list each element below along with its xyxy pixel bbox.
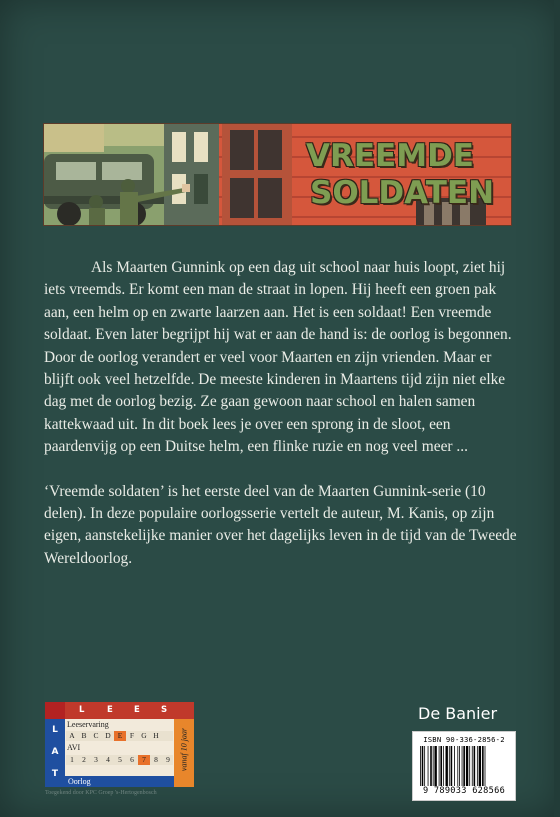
publisher-name: De Banier [418,704,498,723]
avi-scale [66,755,173,765]
lat-top-letter: S [161,705,168,715]
title-line-2: SOLDATEN [310,175,495,211]
scale-cell: C [93,731,99,740]
age-label: vanaf 10 jaar [179,727,189,772]
scale-cell: B [81,731,87,740]
lat-corner-block [45,702,65,719]
leeservaring-scale [66,731,173,741]
blurb-paragraph-2: Door de oorlog verandert er veel voor Maarten en zijn vrienden. Maar er blijft ook veel hetzelfde. De meeste kinderen in Maartens tijd zijn niet elke dag met de oorlog bezig. Ze gaan gewoon naar school en halen samen kattekwaad uit. In dit boek lees je over een sprong in de sloot, een paardenvijg op een Duitse helm, een flinke ruzie en nog veel meer ... [44,348,506,456]
barcode-bar [446,746,448,786]
barcode-bar [420,746,421,786]
barcode-bars [419,746,509,786]
barcode-bar [482,746,484,786]
scale-cell: H [153,731,159,740]
blurb-paragraph-3: ‘Vreemde soldaten’ is het eerste deel van de Maarten Gunnink-serie (10 delen). In deze populaire oorlogsserie vertelt de auteur, M. Kanis, op zijn eigen, aanstekelijke manier over het dagelijks leven in de tijd van de Tweede Wereldoorlog. [44,482,517,567]
scale-cell: D [105,731,111,740]
lat-footnote: Toegekend door KPC Groep 's-Hertogenbosch [45,790,157,796]
barcode-bar [474,746,476,786]
lat-reading-level-badge [45,702,194,804]
barcode-bar [459,746,460,786]
lat-age-bar [174,719,194,787]
avi-label: AVI [67,743,81,752]
scale-cell-selected: E [114,731,126,741]
scale-cell: 4 [106,755,110,764]
barcode-bar [457,746,458,786]
lat-left-letter: A [51,747,59,757]
barcode-bar [462,746,463,786]
scale-cell: 8 [154,755,158,764]
barcode-bar [463,746,465,786]
barcode-bar [454,746,455,786]
scale-cell: 2 [82,755,86,764]
isbn-number: ISBN 90-336-2856-2 [423,735,505,744]
scale-cell: 1 [70,755,74,764]
title-line-1: VREEMDE [306,138,474,174]
lat-genre-bar [65,776,174,787]
lat-top-letter: L [79,705,85,715]
scale-cell-selected: 7 [138,755,150,765]
scale-cell: 3 [94,755,98,764]
barcode-bar [466,746,468,786]
lat-left-bar [45,719,65,787]
barcode-bar [440,746,442,786]
barcode-bar [479,746,481,786]
genre-label: Oorlog [68,777,91,786]
barcode-bar [428,746,429,786]
scale-cell: G [141,731,147,740]
barcode-bar [485,746,486,786]
scale-cell: 5 [118,755,122,764]
lat-left-letter: L [52,725,58,735]
leeservaring-label: Leeservaring [67,720,109,729]
barcode-bar [472,746,473,786]
book-title [306,138,506,212]
barcode-bar [434,746,436,786]
lat-top-bar [45,702,194,719]
scale-cell: A [69,731,75,740]
blurb-paragraph-1: Als Maarten Gunnink op een dag uit school naar huis loopt, ziet hij iets vreemds. Er komt een man de straat in lopen. Hij heeft een groen pak aan, een helm op en zwarte laarzen aan. Het is een soldaat! Een vreemde soldaat. Even later begrijpt hij wat er aan de hand is: de oorlog is begonnen. [44,259,512,344]
barcode-bar [443,746,444,786]
scale-cell: F [129,731,135,740]
scale-cell: 9 [166,755,170,764]
barcode-bar [451,746,453,786]
scale-cell: 6 [130,755,134,764]
lat-top-letter: E [134,705,140,715]
lat-top-letter: E [107,705,113,715]
barcode-bar [430,746,432,786]
ean-number: 9 789033 628566 [422,786,506,796]
barcode-bar [433,746,434,786]
cover-edge [554,0,560,817]
barcode-bar [422,746,424,786]
title-banner-illustration [43,123,512,226]
lat-left-letter: T [51,769,59,779]
barcode-bar [449,746,450,786]
barcode-bar [477,746,478,786]
barcode-bar [439,746,440,786]
barcode-bar [424,746,425,786]
barcode-bar [469,746,470,786]
barcode [412,731,516,801]
back-cover-blurb [44,257,524,570]
